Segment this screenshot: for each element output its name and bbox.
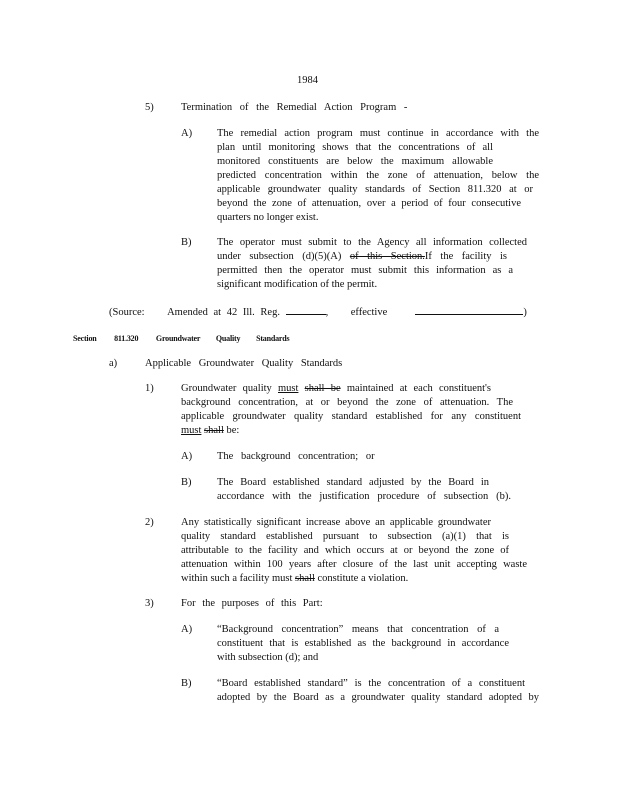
item-3b-text bbox=[217, 677, 539, 705]
item-5b-l2-deleted: of this Section. bbox=[349, 251, 425, 262]
item-2-l5-pre: within such a facility bbox=[181, 573, 270, 584]
source-comma: , bbox=[325, 307, 329, 318]
item-1-l1-post: maintained at each constituent's bbox=[346, 383, 491, 394]
item-3-number: 3) bbox=[145, 598, 154, 609]
item-1b-line: The Board established standard adjusted by the Board in bbox=[217, 477, 489, 488]
item-3b-label: B) bbox=[181, 678, 192, 689]
item-3a-label: A) bbox=[181, 624, 193, 635]
item-5a-line: The remedial action program must continue in accordance with the bbox=[217, 128, 539, 139]
item-5b-label: B) bbox=[181, 237, 192, 248]
item-1-number: 1) bbox=[145, 383, 154, 394]
source-effective: effective bbox=[350, 307, 388, 318]
item-5a-line: quarters no longer exist. bbox=[217, 212, 319, 223]
item-5a-line: beyond the zone of attenuation, over a period of four consecutive bbox=[217, 198, 521, 209]
item-5b-line: permitted then the operator must submit this information as a bbox=[217, 265, 513, 276]
section-heading bbox=[73, 332, 289, 346]
item-5-title-text: Termination of the Remedial Action Program bbox=[181, 102, 397, 113]
item-5a-label: A) bbox=[181, 128, 193, 139]
subsection-a-label: a) bbox=[109, 358, 118, 369]
item-5b-l2-post: If the facility is bbox=[424, 251, 508, 262]
item-2-l5-inserted: must bbox=[271, 573, 293, 584]
source-text: Amended at 42 Ill. Reg. bbox=[167, 307, 280, 318]
item-1-text bbox=[181, 382, 521, 438]
item-2-text bbox=[181, 516, 527, 586]
item-2-l5-post: constitute a violation. bbox=[317, 573, 409, 584]
item-1-line: applicable groundwater quality standard established for any constituent bbox=[181, 411, 521, 422]
item-1-l1-inserted: must bbox=[278, 383, 299, 394]
item-2-line: attenuation within 100 years after closure of the last unit accepting waste bbox=[181, 559, 527, 570]
item-2-l5-deleted: shall bbox=[295, 573, 315, 584]
item-5-title bbox=[181, 101, 407, 115]
item-5a-line: predicted concentration within the zone of attenuation, below the bbox=[217, 170, 539, 181]
item-3a-line: constituent that is established as the background in accordance bbox=[217, 638, 509, 649]
source-close: ) bbox=[523, 307, 527, 318]
item-1-l1-deleted: shall be bbox=[304, 383, 341, 394]
item-1-l4-inserted: must bbox=[181, 425, 202, 436]
item-2-line: attributable to the facility and which occurs at or beyond the zone of bbox=[181, 545, 509, 556]
item-1b-text bbox=[217, 476, 511, 504]
subsection-a-title: Applicable Groundwater Quality Standards bbox=[145, 358, 343, 369]
item-1-l4-post: be: bbox=[226, 425, 240, 436]
item-1-line: background concentration, at or beyond the zone of attenuation. The bbox=[181, 397, 513, 408]
reg-blank bbox=[286, 304, 326, 315]
item-5a-line: applicable groundwater quality standards of Section 811.320 at or bbox=[217, 184, 533, 195]
item-3a-line: “Background concentration” means that concentration of a bbox=[217, 624, 499, 635]
item-3b-line: adopted by the Board as a groundwater quality standard adopted by bbox=[217, 692, 539, 703]
item-5a-line: monitored constituents are below the maximum allowable bbox=[217, 156, 493, 167]
item-3b-line: “Board established standard” is the concentration of a constituent bbox=[217, 678, 525, 689]
item-2-line-5 bbox=[181, 572, 527, 586]
item-1-line-4 bbox=[181, 424, 521, 438]
item-5-title-tail: - bbox=[403, 102, 408, 113]
item-1-l1-pre: Groundwater quality bbox=[181, 383, 272, 394]
item-3a-text bbox=[217, 623, 509, 665]
item-3-text: For the purposes of this Part: bbox=[181, 598, 323, 609]
item-3a-line: with subsection (d); and bbox=[217, 652, 319, 663]
item-5-number: 5) bbox=[145, 102, 154, 113]
item-5b-line: The operator must submit to the Agency all information collected bbox=[217, 237, 527, 248]
item-2-number: 2) bbox=[145, 517, 154, 528]
source-note bbox=[109, 304, 527, 320]
item-2-line: quality standard established pursuant to subsection (a)(1) that is bbox=[181, 531, 509, 542]
item-5b-text bbox=[217, 236, 527, 292]
item-5b-l2-text: under subsection (d)(5)(A) bbox=[217, 251, 342, 262]
item-5a-text bbox=[217, 127, 539, 225]
item-1-l4-deleted: shall bbox=[204, 425, 224, 436]
item-1a-text: The background concentration; or bbox=[217, 451, 375, 462]
item-5b-line: significant modification of the permit. bbox=[217, 279, 378, 290]
effective-blank bbox=[415, 304, 523, 315]
source-prefix: (Source: bbox=[109, 307, 145, 318]
section-number: 811.320 bbox=[114, 334, 139, 343]
item-1b-line: accordance with the justification procedure of subsection (b). bbox=[217, 491, 511, 502]
item-5b-line-2 bbox=[217, 250, 507, 264]
section-title: Groundwater Quality Standards bbox=[155, 334, 290, 343]
item-2-line: Any statistically significant increase above an applicable groundwater bbox=[181, 517, 491, 528]
item-1-line-1 bbox=[181, 382, 491, 396]
item-1a-label: A) bbox=[181, 451, 193, 462]
page-number: 1984 bbox=[297, 75, 318, 86]
section-word: Section bbox=[73, 334, 97, 343]
item-1b-label: B) bbox=[181, 477, 192, 488]
item-5a-line: plan until monitoring shows that the concentrations of all bbox=[217, 142, 493, 153]
